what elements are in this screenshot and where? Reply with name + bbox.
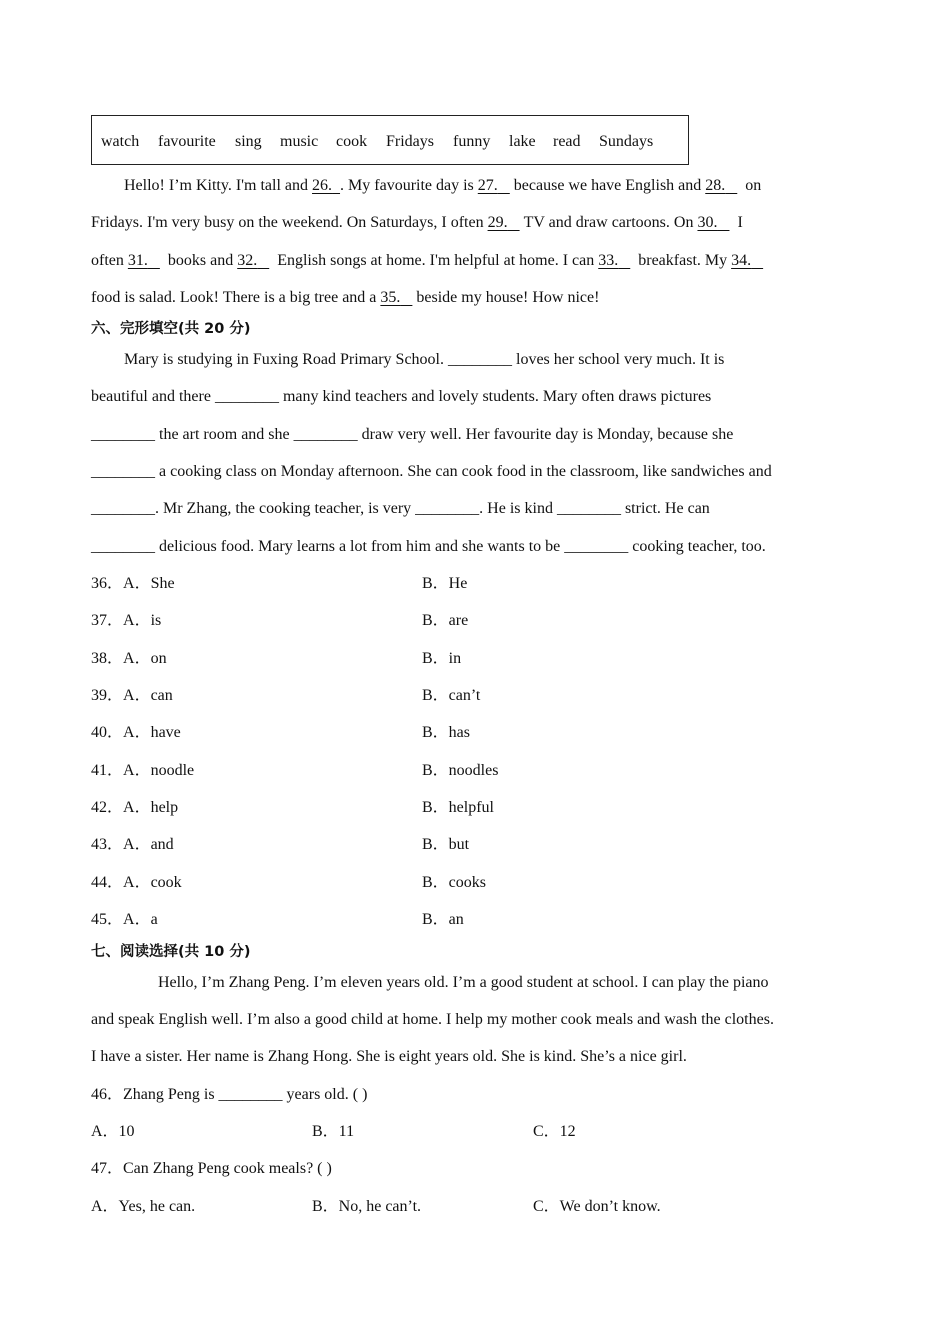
option-a[interactable]: A．is	[123, 612, 162, 629]
reading-line: Hello, I’m Zhang Peng. I’m eleven years old. I’m a good student at school. I can play the piano	[158, 974, 769, 991]
passage1-line: food is salad. Look! There is a big tree and a 35. beside my house! How nice!	[91, 289, 600, 306]
option-b[interactable]: B．No, he can’t.	[312, 1198, 422, 1215]
option-b[interactable]: B．He	[422, 575, 468, 592]
question-row: 40．A．have	[91, 724, 181, 741]
word-bank-item: watch	[101, 133, 140, 150]
word-bank-item: music	[280, 133, 319, 150]
option-b[interactable]: B．an	[422, 911, 464, 928]
option-a[interactable]: A．and	[123, 836, 174, 853]
word-bank-item: favourite	[158, 133, 216, 150]
cloze-line: beautiful and there ________ many kind teachers and lovely students. Mary often draws pictures	[91, 388, 712, 405]
reading-line: I have a sister. Her name is Zhang Hong. She is eight years old. She is kind. She’s a nice girl.	[91, 1048, 687, 1065]
passage1-line: often 31. books and 32. English songs at home. I'm helpful at home. I can 33. breakfast. My 34.	[91, 252, 752, 269]
blank-31: 31.	[127, 252, 148, 269]
option-a[interactable]: A．can	[123, 687, 173, 704]
word-bank-box	[91, 115, 689, 165]
blank-35: 35.	[380, 289, 401, 306]
passage1-line: Hello! I’m Kitty. I'm tall and 26. . My favourite day is 27. because we have English and 28. on	[124, 177, 762, 194]
question-row: 42．A．help	[91, 799, 179, 816]
blank-28: 28.	[705, 177, 726, 194]
question-row: 38．A．on	[91, 650, 167, 667]
option-b[interactable]: B．helpful	[422, 799, 494, 816]
word-bank-item: funny	[453, 133, 491, 150]
reading-line: and speak English well. I’m also a good child at home. I help my mother cook meals and wash the clothes.	[91, 1011, 774, 1028]
question-row: 39．A．can	[91, 687, 173, 704]
option-a[interactable]: A．noodle	[123, 762, 195, 779]
option-b[interactable]: B．cooks	[422, 874, 487, 891]
blank-30: 30.	[697, 214, 718, 231]
option-b[interactable]: B．in	[422, 650, 462, 667]
blank-29: 29.	[487, 214, 508, 231]
option-a[interactable]: A．have	[123, 724, 181, 741]
cloze-line: ________. Mr Zhang, the cooking teacher, is very ________. He is kind ________ strict. He can	[91, 500, 710, 517]
question-row: 41．A．noodle	[91, 762, 195, 779]
option-b[interactable]: B．noodles	[422, 762, 499, 779]
blank-27: 27.	[477, 177, 498, 194]
cloze-line: ________ a cooking class on Monday afternoon. She can cook food in the classroom, like sandwiches and	[91, 463, 772, 480]
word-bank-item: cook	[336, 133, 368, 150]
question-46: 46．Zhang Peng is ________ years old. ( )	[91, 1086, 368, 1103]
question-row: 37．A．is	[91, 612, 162, 629]
section7-title: 七、阅读选择(共 10 分)	[91, 944, 251, 960]
passage1-line: Fridays. I'm very busy on the weekend. On Saturdays, I often 29. TV and draw cartoons. On 30. I	[91, 214, 743, 231]
question-47: 47．Can Zhang Peng cook meals? ( )	[91, 1160, 332, 1177]
section6-title: 六、完形填空(共 20 分)	[91, 321, 251, 337]
question-row: 44．A．cook	[91, 874, 182, 891]
option-a[interactable]: A．cook	[123, 874, 182, 891]
option-b[interactable]: B．are	[422, 612, 469, 629]
blank-33: 33.	[598, 252, 619, 269]
option-a[interactable]: A．help	[123, 799, 179, 816]
blank-32: 32.	[237, 252, 258, 269]
blank-26: 26.	[312, 177, 333, 194]
option-b[interactable]: B．can’t	[422, 687, 481, 704]
option-b[interactable]: B．11	[312, 1123, 355, 1140]
word-bank-item: Sundays	[599, 133, 654, 150]
option-c[interactable]: C．We don’t know.	[533, 1198, 661, 1215]
option-b[interactable]: B．but	[422, 836, 470, 853]
question-row: 36．A．She	[91, 575, 175, 592]
option-a[interactable]: A．Yes, he can.	[91, 1198, 196, 1215]
option-c[interactable]: C．12	[533, 1123, 576, 1140]
option-a[interactable]: A．10	[91, 1123, 135, 1140]
option-b[interactable]: B．has	[422, 724, 471, 741]
blank-34: 34.	[731, 252, 752, 269]
word-bank-item: read	[553, 133, 581, 150]
word-bank-item: sing	[235, 133, 262, 150]
option-a[interactable]: A．a	[123, 911, 158, 928]
option-a[interactable]: A．on	[123, 650, 167, 667]
word-bank-item: lake	[509, 133, 536, 150]
question-row: 43．A．and	[91, 836, 174, 853]
option-a[interactable]: A．She	[123, 575, 175, 592]
question-row: 45．A．a	[91, 911, 158, 928]
cloze-line: ________ the art room and she ________ draw very well. Her favourite day is Monday, because she	[91, 426, 734, 443]
cloze-line: Mary is studying in Fuxing Road Primary School. ________ loves her school very much. It is	[124, 351, 725, 368]
cloze-line: ________ delicious food. Mary learns a lot from him and she wants to be ________ cooking teacher, too.	[91, 538, 766, 555]
word-bank-item: Fridays	[386, 133, 434, 150]
